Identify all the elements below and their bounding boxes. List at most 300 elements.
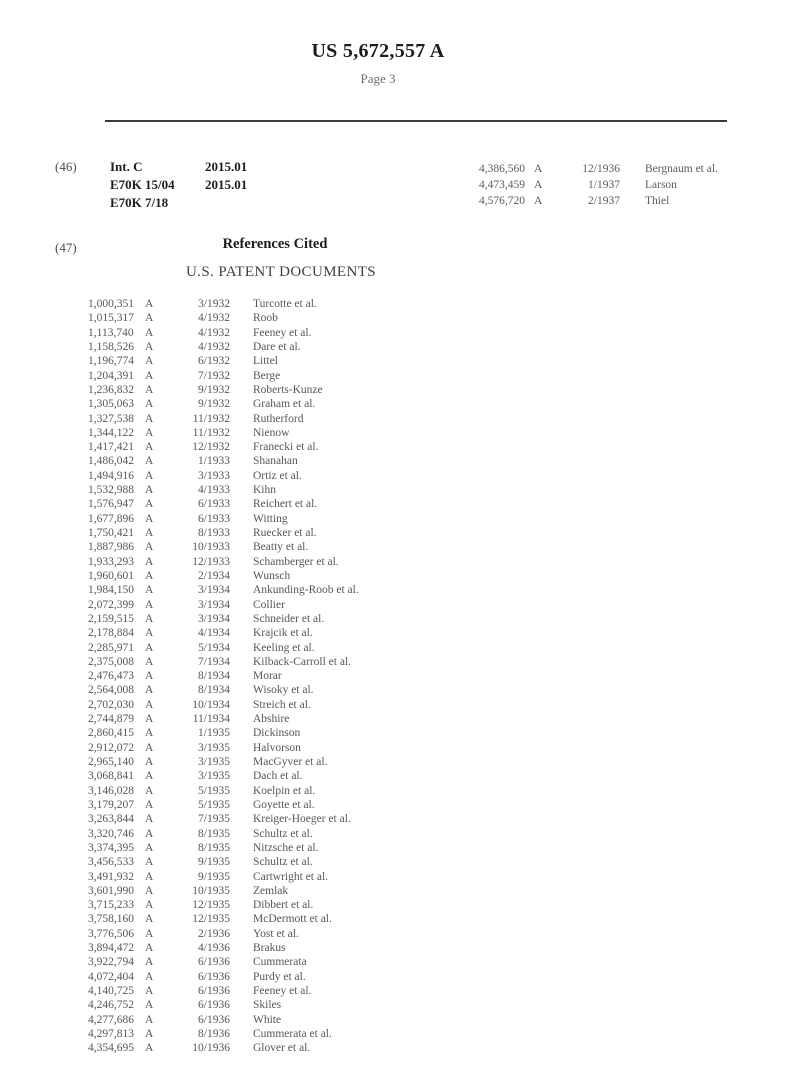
reference-number: 2,159,515 — [88, 612, 134, 625]
reference-date: 7/1932 — [198, 369, 230, 382]
classification-code: E70K 15/04 — [110, 177, 175, 192]
reference-kind-code: A — [145, 426, 154, 439]
reference-row — [88, 870, 359, 884]
reference-row — [88, 726, 359, 740]
reference-date: 3/1935 — [198, 770, 230, 783]
reference-date: 12/1935 — [192, 913, 230, 926]
section-46 — [55, 159, 247, 213]
reference-row — [88, 469, 359, 483]
reference-kind-code: A — [145, 527, 154, 539]
reference-number: 1,196,774 — [88, 355, 134, 368]
reference-row — [88, 898, 359, 912]
reference-row — [88, 326, 359, 340]
reference-row — [88, 998, 359, 1012]
reference-date: 10/1934 — [192, 698, 230, 711]
reference-date: 5/1935 — [198, 784, 230, 797]
reference-inventor: Berge — [253, 369, 281, 382]
reference-number: 4,297,813 — [88, 1027, 134, 1040]
reference-number: 1,486,042 — [88, 455, 134, 468]
reference-kind-code: A — [145, 798, 154, 811]
reference-number: 1,015,317 — [88, 312, 134, 325]
reference-number: 3,491,932 — [88, 870, 134, 883]
reference-number: 1,750,421 — [88, 527, 134, 539]
reference-date: 4/1933 — [198, 484, 230, 497]
reference-date: 6/1933 — [198, 498, 230, 511]
reference-row — [88, 655, 359, 669]
reference-inventor: Dickinson — [253, 727, 301, 740]
reference-date: 4/1932 — [198, 340, 230, 353]
reference-row — [88, 669, 359, 683]
reference-kind-code: A — [145, 756, 154, 768]
reference-row — [88, 612, 359, 626]
reference-kind-code: A — [145, 927, 154, 940]
reference-row — [88, 555, 359, 569]
reference-inventor: Wisoky et al. — [253, 684, 314, 697]
reference-kind-code: A — [145, 612, 154, 625]
reference-inventor: Kilback-Carroll et al. — [253, 655, 352, 668]
reference-kind-code: A — [145, 956, 154, 969]
section-46-code: (46) — [55, 159, 77, 174]
reference-inventor: Witting — [253, 512, 288, 525]
reference-number: 2,702,030 — [88, 698, 134, 711]
reference-date: 6/1936 — [198, 999, 230, 1012]
reference-kind-code: A — [145, 412, 154, 425]
reference-number: 1,344,122 — [88, 426, 134, 439]
reference-kind-code: A — [145, 455, 154, 468]
reference-inventor: Schultz et al. — [253, 856, 313, 869]
reference-date: 8/1935 — [198, 827, 230, 840]
reference-kind-code: A — [145, 942, 154, 955]
page-number-label: Page 3 — [360, 71, 396, 86]
reference-number: 3,776,506 — [88, 927, 134, 940]
reference-date: 11/1932 — [192, 426, 230, 439]
reference-kind-code: A — [145, 484, 154, 497]
reference-row — [88, 297, 359, 311]
reference-date: 10/1933 — [192, 541, 230, 554]
reference-row — [88, 798, 359, 812]
reference-inventor: Cartwright et al. — [253, 870, 329, 883]
reference-kind-code: A — [145, 713, 154, 726]
classification-code: Int. C — [110, 159, 143, 174]
reference-kind-code: A — [534, 195, 543, 207]
reference-row — [88, 941, 359, 955]
continued-references-column — [478, 161, 718, 209]
reference-row — [88, 526, 359, 540]
reference-kind-code: A — [145, 741, 154, 754]
reference-number: 1,204,391 — [88, 369, 134, 382]
reference-kind-code: A — [145, 655, 154, 668]
reference-number: 2,178,884 — [88, 627, 134, 640]
reference-row — [88, 483, 359, 497]
reference-inventor: Nitzsche et al. — [253, 841, 319, 854]
reference-number: 1,158,526 — [88, 340, 134, 353]
reference-row — [88, 440, 359, 454]
reference-row — [478, 177, 718, 193]
reference-inventor: Nienow — [253, 426, 290, 439]
reference-row — [88, 912, 359, 926]
reference-number: 4,473,459 — [479, 179, 525, 191]
us-patent-documents-subtitle: U.S. PATENT DOCUMENTS — [185, 264, 377, 280]
reference-number: 3,263,844 — [88, 813, 134, 826]
reference-row — [88, 683, 359, 697]
reference-number: 1,532,988 — [88, 484, 134, 497]
section-47-code: (47) — [55, 240, 77, 255]
reference-number: 2,860,415 — [88, 727, 134, 740]
reference-date: 2/1934 — [198, 569, 230, 582]
reference-row — [88, 841, 359, 855]
reference-inventor: Goyette et al. — [253, 798, 315, 811]
reference-number: 1,960,601 — [88, 569, 134, 582]
reference-date: 9/1935 — [198, 870, 230, 883]
reference-row — [88, 812, 359, 826]
reference-inventor: Graham et al. — [253, 398, 316, 411]
reference-inventor: Kihn — [253, 484, 276, 497]
reference-inventor: Glover et al. — [253, 1042, 311, 1055]
reference-kind-code: A — [145, 398, 154, 411]
reference-number: 1,984,150 — [88, 584, 134, 597]
reference-number: 4,140,725 — [88, 985, 134, 997]
reference-inventor: Morar — [253, 670, 282, 683]
reference-date: 4/1932 — [198, 312, 230, 325]
reference-inventor: Krajcik et al. — [253, 627, 313, 640]
reference-date: 12/1936 — [582, 163, 620, 175]
reference-kind-code: A — [145, 827, 154, 840]
reference-row — [88, 984, 359, 998]
classification-code: E70K 7/18 — [110, 195, 169, 210]
reference-date: 3/1934 — [198, 584, 230, 597]
reference-inventor: Feeney et al. — [253, 985, 312, 997]
classification-row — [110, 159, 247, 177]
classification-version: 2015.01 — [205, 159, 248, 174]
reference-date: 8/1934 — [198, 670, 230, 683]
reference-inventor: Dach et al. — [253, 770, 303, 783]
reference-number: 2,476,473 — [88, 670, 134, 683]
reference-kind-code: A — [145, 784, 154, 797]
reference-number: 4,386,560 — [479, 163, 525, 175]
reference-row — [88, 755, 359, 769]
reference-number: 1,000,351 — [88, 298, 134, 310]
reference-row — [88, 927, 359, 941]
reference-inventor: Ortiz et al. — [253, 469, 302, 482]
reference-inventor: Thiel — [645, 195, 670, 207]
reference-kind-code: A — [145, 684, 154, 697]
reference-number: 3,320,746 — [88, 827, 134, 840]
classification-row — [110, 195, 247, 213]
reference-number: 1,933,293 — [88, 555, 134, 568]
reference-kind-code: A — [145, 913, 154, 926]
reference-row — [88, 598, 359, 612]
reference-date: 6/1932 — [198, 355, 230, 368]
reference-kind-code: A — [145, 326, 154, 339]
reference-kind-code: A — [145, 1027, 154, 1040]
reference-date: 1/1935 — [198, 727, 230, 740]
reference-kind-code: A — [145, 555, 154, 568]
reference-row — [88, 426, 359, 440]
reference-date: 3/1935 — [198, 756, 230, 768]
reference-number: 2,285,971 — [88, 641, 134, 654]
reference-row — [88, 340, 359, 354]
reference-inventor: Keeling et al. — [253, 641, 315, 654]
reference-kind-code: A — [145, 340, 154, 353]
reference-kind-code: A — [145, 441, 154, 454]
reference-kind-code: A — [145, 541, 154, 554]
reference-inventor: Abshire — [253, 713, 290, 726]
reference-kind-code: A — [534, 179, 543, 191]
references-cited-title: References Cited — [222, 236, 328, 252]
reference-number: 3,179,207 — [88, 798, 134, 811]
reference-date: 3/1934 — [198, 598, 230, 611]
reference-date: 9/1935 — [198, 856, 230, 869]
reference-inventor: Turcotte et al. — [253, 298, 317, 310]
page-header — [0, 40, 756, 87]
reference-date: 6/1936 — [198, 956, 230, 969]
reference-number: 2,375,008 — [88, 655, 134, 668]
reference-number: 3,715,233 — [88, 899, 134, 912]
classification-list — [110, 159, 247, 213]
reference-number: 1,417,421 — [88, 441, 134, 454]
reference-inventor: MacGyver et al. — [253, 756, 328, 768]
reference-inventor: Purdy et al. — [253, 970, 306, 983]
reference-date: 5/1934 — [198, 641, 230, 654]
reference-kind-code: A — [145, 584, 154, 597]
reference-date: 4/1936 — [198, 942, 230, 955]
reference-inventor: Halvorson — [253, 741, 301, 754]
reference-number: 2,965,140 — [88, 756, 134, 768]
reference-row — [88, 454, 359, 468]
reference-row — [88, 626, 359, 640]
reference-date: 8/1934 — [198, 684, 230, 697]
reference-row — [88, 540, 359, 554]
reference-kind-code: A — [145, 1013, 154, 1026]
reference-kind-code: A — [145, 369, 154, 382]
reference-date: 6/1933 — [198, 512, 230, 525]
reference-kind-code: A — [145, 870, 154, 883]
reference-number: 3,374,395 — [88, 841, 134, 854]
reference-row — [88, 641, 359, 655]
reference-kind-code: A — [145, 383, 154, 396]
reference-row — [88, 383, 359, 397]
reference-inventor: Shanahan — [253, 455, 298, 468]
reference-inventor: Cummerata — [253, 956, 307, 969]
reference-inventor: Kreiger-Hoeger et al. — [253, 813, 351, 826]
reference-number: 1,236,832 — [88, 383, 134, 396]
reference-date: 6/1936 — [198, 970, 230, 983]
reference-inventor: Schneider et al. — [253, 612, 325, 625]
reference-kind-code: A — [145, 598, 154, 611]
reference-date: 3/1935 — [198, 741, 230, 754]
reference-kind-code: A — [145, 569, 154, 582]
reference-number: 4,277,686 — [88, 1013, 134, 1026]
us-patent-documents-list — [88, 297, 359, 1056]
reference-row — [88, 369, 359, 383]
reference-date: 2/1937 — [588, 195, 620, 207]
reference-number: 3,146,028 — [88, 784, 134, 797]
reference-number: 2,072,399 — [88, 598, 134, 611]
reference-row — [88, 1041, 359, 1055]
reference-inventor: Ankunding-Roob et al. — [253, 584, 359, 597]
reference-row — [88, 569, 359, 583]
reference-inventor: Yost et al. — [253, 927, 299, 940]
reference-row — [88, 583, 359, 597]
reference-date: 12/1935 — [192, 899, 230, 912]
reference-inventor: Dibbert et al. — [253, 899, 314, 912]
reference-row — [88, 769, 359, 783]
reference-date: 10/1935 — [192, 884, 230, 897]
reference-date: 9/1932 — [198, 398, 230, 411]
reference-inventor: Schamberger et al. — [253, 555, 339, 568]
reference-kind-code: A — [145, 841, 154, 854]
reference-row — [88, 698, 359, 712]
reference-inventor: White — [253, 1013, 282, 1026]
reference-date: 3/1933 — [198, 469, 230, 482]
reference-date: 8/1933 — [198, 527, 230, 539]
reference-number: 3,758,160 — [88, 913, 134, 926]
reference-row — [88, 855, 359, 869]
reference-date: 6/1936 — [198, 1013, 230, 1026]
reference-number: 2,744,879 — [88, 713, 134, 726]
reference-date: 5/1935 — [198, 798, 230, 811]
classification-version: 2015.01 — [205, 177, 248, 192]
reference-number: 1,576,947 — [88, 498, 134, 511]
reference-number: 1,887,986 — [88, 541, 134, 554]
reference-inventor: Cummerata et al. — [253, 1027, 332, 1040]
reference-inventor: Roberts-Kunze — [253, 383, 323, 396]
reference-number: 1,494,916 — [88, 469, 134, 482]
reference-row — [88, 712, 359, 726]
reference-date: 8/1935 — [198, 841, 230, 854]
reference-row — [88, 1013, 359, 1027]
reference-number: 3,922,794 — [88, 956, 134, 969]
reference-row — [88, 412, 359, 426]
reference-kind-code: A — [145, 641, 154, 654]
reference-number: 4,576,720 — [479, 195, 525, 207]
reference-inventor: Rutherford — [253, 412, 304, 425]
reference-date: 4/1932 — [198, 326, 230, 339]
reference-inventor: Franecki et al. — [253, 441, 319, 454]
reference-kind-code: A — [145, 469, 154, 482]
reference-number: 4,354,695 — [88, 1042, 134, 1055]
reference-date: 7/1935 — [198, 813, 230, 826]
reference-inventor: Skiles — [253, 999, 282, 1012]
reference-kind-code: A — [145, 985, 154, 997]
patent-number-heading: US 5,672,557 A — [311, 40, 445, 62]
reference-row — [88, 970, 359, 984]
reference-inventor: McDermott et al. — [253, 913, 332, 926]
reference-inventor: Dare et al. — [253, 340, 301, 353]
reference-date: 11/1932 — [192, 412, 230, 425]
reference-row — [88, 397, 359, 411]
reference-date: 8/1936 — [198, 1027, 230, 1040]
reference-kind-code: A — [145, 884, 154, 897]
reference-date: 6/1936 — [198, 985, 230, 997]
reference-inventor: Collier — [253, 598, 285, 611]
reference-date: 10/1936 — [192, 1042, 230, 1055]
header-rule — [105, 120, 727, 122]
reference-row — [88, 827, 359, 841]
reference-inventor: Streich et al. — [253, 698, 311, 711]
reference-inventor: Roob — [253, 312, 278, 325]
reference-number: 3,068,841 — [88, 770, 134, 783]
reference-date: 9/1932 — [198, 383, 230, 396]
reference-row — [88, 784, 359, 798]
reference-kind-code: A — [145, 813, 154, 826]
reference-row — [478, 193, 718, 209]
reference-inventor: Brakus — [253, 942, 286, 955]
reference-number: 1,327,538 — [88, 412, 134, 425]
reference-row — [88, 311, 359, 325]
reference-date: 12/1932 — [192, 441, 230, 454]
reference-kind-code: A — [145, 856, 154, 869]
reference-number: 1,677,896 — [88, 512, 134, 525]
reference-row — [88, 354, 359, 368]
reference-kind-code: A — [145, 698, 154, 711]
reference-inventor: Ruecker et al. — [253, 527, 317, 539]
reference-date: 11/1934 — [192, 713, 230, 726]
reference-kind-code: A — [145, 999, 154, 1012]
reference-kind-code: A — [145, 1042, 154, 1055]
reference-number: 1,305,063 — [88, 398, 134, 411]
reference-row — [88, 884, 359, 898]
reference-inventor: Reichert et al. — [253, 498, 318, 511]
reference-kind-code: A — [145, 355, 154, 368]
reference-kind-code: A — [145, 298, 154, 310]
reference-inventor: Schultz et al. — [253, 827, 313, 840]
reference-date: 2/1936 — [198, 927, 230, 940]
reference-inventor: Littel — [253, 355, 278, 368]
reference-date: 3/1934 — [198, 612, 230, 625]
reference-number: 4,072,404 — [88, 970, 134, 983]
reference-date: 7/1934 — [198, 655, 230, 668]
reference-inventor: Bergnaum et al. — [645, 163, 718, 175]
reference-row — [88, 741, 359, 755]
reference-date: 1/1933 — [198, 455, 230, 468]
reference-number: 2,564,008 — [88, 684, 134, 697]
reference-kind-code: A — [145, 312, 154, 325]
reference-row — [478, 161, 718, 177]
reference-date: 4/1934 — [198, 627, 230, 640]
classification-row — [110, 177, 247, 195]
reference-kind-code: A — [145, 670, 154, 683]
reference-kind-code: A — [145, 770, 154, 783]
reference-kind-code: A — [145, 498, 154, 511]
reference-kind-code: A — [145, 970, 154, 983]
reference-number: 2,912,072 — [88, 741, 134, 754]
reference-row — [88, 955, 359, 969]
reference-inventor: Feeney et al. — [253, 326, 312, 339]
reference-row — [88, 497, 359, 511]
reference-kind-code: A — [145, 512, 154, 525]
reference-inventor: Zemlak — [253, 884, 289, 897]
reference-inventor: Larson — [645, 179, 677, 191]
reference-number: 3,456,533 — [88, 856, 134, 869]
reference-kind-code: A — [145, 627, 154, 640]
reference-row — [88, 512, 359, 526]
reference-date: 3/1932 — [198, 298, 230, 310]
reference-row — [88, 1027, 359, 1041]
reference-number: 4,246,752 — [88, 999, 134, 1012]
reference-date: 12/1933 — [192, 555, 230, 568]
reference-kind-code: A — [145, 727, 154, 740]
reference-number: 1,113,740 — [88, 326, 134, 339]
reference-number: 3,894,472 — [88, 942, 134, 955]
reference-inventor: Beatty et al. — [253, 541, 309, 554]
reference-date: 1/1937 — [588, 179, 620, 191]
reference-kind-code: A — [534, 163, 543, 175]
reference-number: 3,601,990 — [88, 884, 134, 897]
reference-inventor: Wunsch — [253, 569, 291, 582]
reference-inventor: Koelpin et al. — [253, 784, 316, 797]
reference-kind-code: A — [145, 899, 154, 912]
